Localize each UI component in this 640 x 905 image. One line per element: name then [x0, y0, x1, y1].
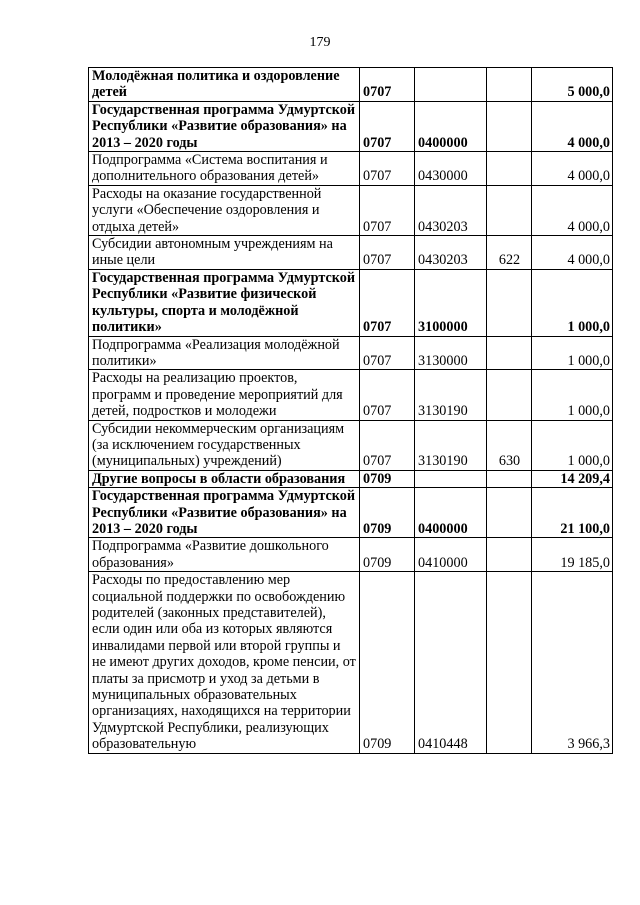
row-amount-cell: 4 000,0 [532, 152, 613, 186]
row-section-cell: 0707 [360, 336, 415, 370]
row-amount-cell: 4 000,0 [532, 185, 613, 235]
row-target-cell: 0400000 [415, 101, 487, 151]
row-section-cell: 0709 [360, 488, 415, 538]
row-section-cell: 0707 [360, 185, 415, 235]
row-name-cell: Подпрограмма «Развитие дошкольного образования» [89, 538, 360, 572]
row-section-cell: 0707 [360, 152, 415, 186]
budget-table [88, 67, 613, 754]
row-expense-type-cell [487, 68, 532, 102]
table-row [89, 236, 613, 270]
row-amount-cell: 3 966,3 [532, 572, 613, 753]
row-amount-cell: 21 100,0 [532, 488, 613, 538]
row-expense-type-cell [487, 370, 532, 420]
row-amount-cell: 14 209,4 [532, 470, 613, 487]
row-expense-type-cell [487, 336, 532, 370]
row-name-cell: Подпрограмма «Реализация молодёжной политики» [89, 336, 360, 370]
row-expense-type-cell [487, 101, 532, 151]
row-expense-type-cell [487, 538, 532, 572]
row-amount-cell: 4 000,0 [532, 236, 613, 270]
row-section-cell: 0709 [360, 572, 415, 753]
table-row [89, 152, 613, 186]
row-name-cell: Субсидии автономным учреждениям на иные цели [89, 236, 360, 270]
row-expense-type-cell: 630 [487, 420, 532, 470]
row-name-cell: Другие вопросы в области образования [89, 470, 360, 487]
row-amount-cell: 1 000,0 [532, 336, 613, 370]
row-target-cell: 3100000 [415, 269, 487, 336]
table-row [89, 336, 613, 370]
row-amount-cell: 19 185,0 [532, 538, 613, 572]
table-row [89, 538, 613, 572]
row-amount-cell: 5 000,0 [532, 68, 613, 102]
row-name-cell: Расходы на реализацию проектов, программ и проведение мероприятий для детей, подростков и молодежи [89, 370, 360, 420]
page-number: 179 [309, 35, 331, 50]
row-expense-type-cell: 622 [487, 236, 532, 270]
table-row [89, 68, 613, 102]
row-target-cell: 0410448 [415, 572, 487, 753]
row-expense-type-cell [487, 152, 532, 186]
table-row [89, 470, 613, 487]
row-expense-type-cell [487, 269, 532, 336]
row-amount-cell: 1 000,0 [532, 420, 613, 470]
table-row [89, 269, 613, 336]
row-amount-cell: 4 000,0 [532, 101, 613, 151]
row-expense-type-cell [487, 185, 532, 235]
row-name-cell: Государственная программа Удмуртской Республики «Развитие образования» на 2013 – 2020 годы [89, 101, 360, 151]
table-row [89, 420, 613, 470]
table-row [89, 370, 613, 420]
row-expense-type-cell [487, 572, 532, 753]
table-row [89, 488, 613, 538]
row-target-cell: 0430203 [415, 236, 487, 270]
row-target-cell: 0410000 [415, 538, 487, 572]
row-section-cell: 0709 [360, 538, 415, 572]
row-section-cell: 0707 [360, 236, 415, 270]
row-expense-type-cell [487, 470, 532, 487]
table-row [89, 185, 613, 235]
row-name-cell: Подпрограмма «Система воспитания и дополнительного образования детей» [89, 152, 360, 186]
row-target-cell [415, 68, 487, 102]
row-target-cell: 0400000 [415, 488, 487, 538]
row-section-cell: 0709 [360, 470, 415, 487]
row-name-cell: Расходы по предоставлению мер социальной поддержки по освобождению родителей (законных представителей), если один или оба из которых являются инвалидами первой или второй группы и не имеют других доходов, кроме пенсии, от платы за присмотр и уход за детьми в муниципальных образовательных организациях, находящихся на территории Удмуртской Республики, реализующих образовательную [89, 572, 360, 753]
table-row [89, 101, 613, 151]
row-section-cell: 0707 [360, 269, 415, 336]
row-name-cell: Государственная программа Удмуртской Республики «Развитие образования» на 2013 – 2020 годы [89, 488, 360, 538]
row-section-cell: 0707 [360, 68, 415, 102]
row-section-cell: 0707 [360, 420, 415, 470]
row-name-cell: Субсидии некоммерческим организациям (за исключением государственных (муниципальных) учреждений) [89, 420, 360, 470]
row-target-cell: 3130190 [415, 370, 487, 420]
row-name-cell: Государственная программа Удмуртской Республики «Развитие физической культуры, спорта и молодёжной политики» [89, 269, 360, 336]
row-target-cell: 3130190 [415, 420, 487, 470]
row-target-cell [415, 470, 487, 487]
table-row [89, 572, 613, 753]
row-expense-type-cell [487, 488, 532, 538]
row-name-cell: Расходы на оказание государственной услуги «Обеспечение оздоровления и отдыха детей» [89, 185, 360, 235]
budget-table-body [89, 68, 613, 754]
row-target-cell: 3130000 [415, 336, 487, 370]
row-amount-cell: 1 000,0 [532, 269, 613, 336]
row-target-cell: 0430000 [415, 152, 487, 186]
row-target-cell: 0430203 [415, 185, 487, 235]
row-section-cell: 0707 [360, 370, 415, 420]
row-name-cell: Молодёжная политика и оздоровление детей [89, 68, 360, 102]
row-section-cell: 0707 [360, 101, 415, 151]
row-amount-cell: 1 000,0 [532, 370, 613, 420]
